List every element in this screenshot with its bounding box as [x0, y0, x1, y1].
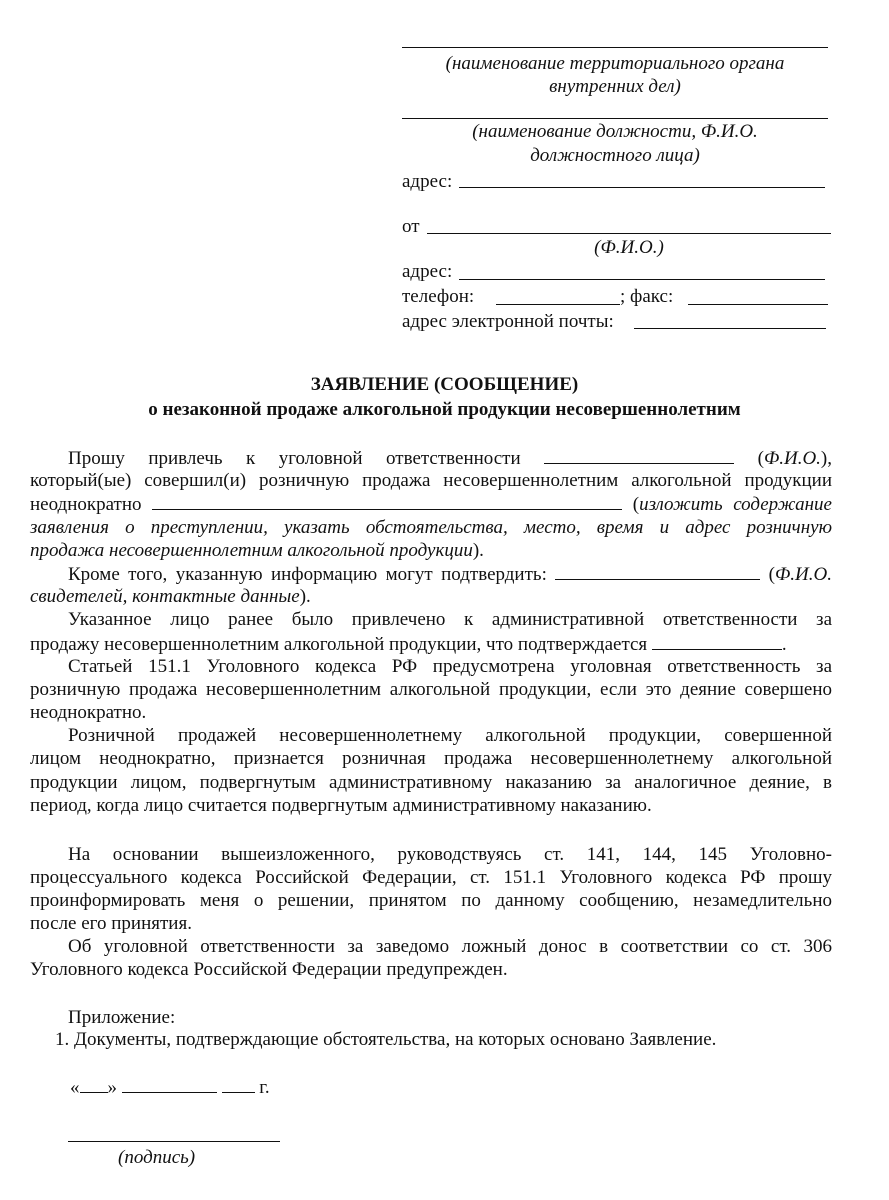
sender-address-field[interactable] — [459, 279, 825, 280]
paragraph-line — [30, 585, 832, 608]
signature-field[interactable] — [68, 1141, 280, 1142]
text: ), — [820, 448, 832, 469]
from-label: от — [402, 216, 420, 237]
fill-in-field[interactable] — [152, 492, 622, 510]
text: ( — [734, 448, 764, 469]
italic-hint: продажа несовершеннолетним алкогольной продукции — [30, 539, 473, 561]
text: продукции лицом, подвергнутым административному наказанию за аналогичное деяние, в — [30, 771, 832, 793]
text: На основании вышеизложенного, руководствуясь ст. 141, 144, 145 Уголовно- — [68, 844, 832, 865]
text: Розничной продажей несовершеннолетнему алкогольной продукции, совершенной — [68, 725, 832, 747]
paragraph-line — [30, 539, 832, 562]
text: . — [781, 633, 787, 655]
text: розничную продажа несовершеннолетним алкогольной продукции, если это деяние совершено — [30, 678, 832, 700]
document-title: ЗАЯВЛЕНИЕ (СООБЩЕНИЕ) — [310, 374, 579, 395]
paragraph-line — [30, 632, 832, 655]
paragraph-line — [30, 889, 832, 912]
paragraph-line — [30, 935, 832, 958]
italic-hint: изложить содержание — [639, 494, 832, 516]
phone-label: телефон: — [402, 286, 475, 307]
paragraph-line — [30, 843, 832, 866]
text: Указанное лицо ранее было привлечено к административной ответственности за — [68, 609, 832, 631]
email-label: адрес электронной почты: — [402, 311, 614, 332]
fax-label: ; факс: — [620, 286, 674, 307]
paragraph-line — [30, 446, 832, 469]
paragraph-line — [30, 562, 832, 585]
text: лицом неоднократно, признается розничная продажа несовершеннолетнему алкогольной — [30, 748, 832, 770]
text: проинформировать меня о решении, принятом по данному сообщению, незамедлительно — [30, 890, 832, 911]
date-day-field[interactable] — [80, 1075, 108, 1093]
fill-in-field[interactable] — [544, 446, 734, 464]
paragraph-line — [30, 912, 832, 935]
text: ). — [299, 586, 311, 608]
fill-in-field[interactable] — [555, 562, 760, 580]
text: неоднократно. — [30, 702, 147, 724]
official-caption-1: (наименование должности, Ф.И.О. — [472, 121, 758, 142]
text: Прошу привлечь к уголовной ответственности — [68, 448, 545, 469]
text: ( — [622, 494, 640, 516]
text: после его принятия. — [30, 913, 192, 934]
paragraph-line — [30, 608, 832, 631]
fill-in-field[interactable] — [652, 632, 782, 650]
statement-body — [30, 446, 832, 817]
text: Уголовного кодекса Российской Федерации предупрежден. — [30, 959, 508, 980]
date-year-field[interactable] — [222, 1075, 255, 1093]
date-month-field[interactable] — [122, 1075, 217, 1093]
signature-caption: (подпись) — [118, 1147, 196, 1168]
statement-conclusion — [30, 843, 832, 981]
text: который(ые) совершил(и) розничную продажа несовершеннолетним алкогольной продукции — [30, 470, 832, 492]
paragraph-line — [30, 747, 832, 770]
official-name-line[interactable] — [402, 118, 828, 119]
text: Об уголовной ответственности за заведомо ложный донос в соответствии со ст. 306 — [68, 936, 832, 957]
italic-hint: Ф.И.О. — [775, 563, 832, 585]
paragraph-line — [30, 771, 832, 794]
text: ( — [760, 563, 776, 585]
official-address-field[interactable] — [459, 187, 825, 188]
text: Кроме того, указанную информацию могут подтвердить: — [68, 563, 556, 585]
paragraph-line — [30, 958, 832, 981]
paragraph-line — [30, 794, 832, 817]
paragraph-line — [30, 516, 832, 539]
italic-hint: Ф.И.О. — [763, 448, 821, 469]
italic-hint: заявления о преступлении, указать обстоятельства, место, время и адрес розничную — [30, 516, 832, 538]
text: продажу несовершеннолетним алкогольной продукции, что подтверждается — [30, 633, 652, 655]
fio-caption: (Ф.И.О.) — [594, 237, 664, 258]
official-address-label: адрес: — [402, 171, 453, 192]
text: период, когда лицо считается подвергнутым административному наказанию. — [30, 794, 652, 816]
from-fio-field[interactable] — [427, 233, 831, 234]
paragraph-line — [30, 866, 832, 889]
sender-address-label: адрес: — [402, 261, 453, 282]
attachments-label: Приложение: — [68, 1007, 176, 1028]
paragraph-line — [30, 701, 832, 724]
organ-name-line[interactable] — [402, 47, 828, 48]
phone-field[interactable] — [496, 304, 620, 305]
paragraph-line — [30, 724, 832, 747]
paragraph-line — [30, 655, 832, 678]
year-suffix: г. — [259, 1077, 270, 1098]
text: ). — [472, 539, 484, 561]
date-line — [70, 1075, 270, 1099]
text: процессуального кодекса Российской Федерации, ст. 151.1 Уголовного кодекса РФ прошу — [30, 867, 832, 888]
quote-open: « — [70, 1077, 80, 1098]
paragraph-line — [30, 678, 832, 701]
quote-close: » — [107, 1077, 117, 1098]
italic-hint: свидетелей, контактные данные — [30, 586, 300, 608]
official-caption-2: должностного лица) — [530, 145, 700, 166]
email-field[interactable] — [634, 328, 826, 329]
paragraph-line — [30, 492, 832, 515]
document-subtitle: о незаконной продаже алкогольной продукции несовершеннолетним — [148, 399, 741, 420]
attachment-item-1: 1. Документы, подтверждающие обстоятельства, на которых основано Заявление. — [55, 1029, 717, 1050]
organ-caption-1: (наименование территориального органа — [445, 53, 785, 74]
text: Статьей 151.1 Уголовного кодекса РФ предусмотрена уголовная ответственность за — [68, 655, 832, 677]
organ-caption-2: внутренних дел) — [549, 76, 681, 97]
text: неоднократно — [30, 494, 153, 516]
paragraph-line — [30, 469, 832, 492]
fax-field[interactable] — [688, 304, 828, 305]
